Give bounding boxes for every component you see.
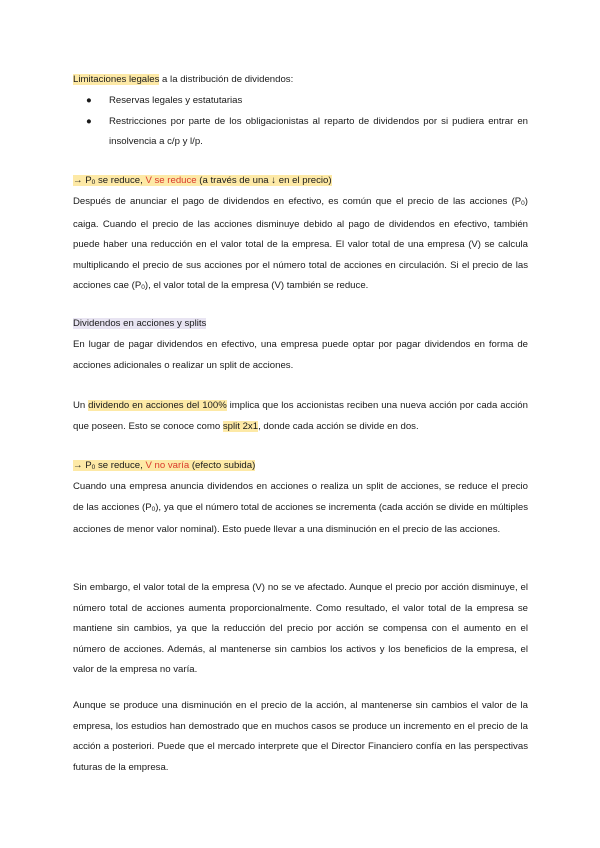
paragraph-firm-value: Sin embargo, el valor total de la empresa (V) no se ve afectado. Aunque el precio por acción disminuye, el número total de acciones aumenta proporcionalmente. Como resultado, el valor total de la empresa se mantiene sin cambios, ya que la reducción del precio por acción se compensa con el aumento en el número de acciones. Además, al mantenerse sin cambios los activos y los beneficios de la empresa, el valor de la empresa no varía. (73, 582, 528, 676)
heading-tail: (a través de una ↓ en el precio) (196, 175, 332, 186)
price-subscript: 0 (141, 284, 145, 292)
list-item (73, 112, 528, 153)
paragraph-split (73, 396, 528, 437)
heading-cash-dividend-effect (73, 171, 528, 194)
highlight-dividend-100: dividendo en acciones del 100% (88, 400, 227, 411)
list-item (73, 91, 528, 112)
legal-limits-text: a la distribución de dividendos: (159, 74, 294, 85)
price-subscript: 0 (151, 505, 156, 513)
legal-limits-intro (73, 70, 528, 91)
highlight-split: split 2x1 (222, 420, 259, 432)
text-run: Un (73, 400, 89, 411)
text-run: ) caiga. Cuando el precio de las acciones disminuye debido al pago de dividendos en efectivo, también puede haber una reducción en el valor total de la empresa. El valor total de una empresa (V) se calcula multiplicando el precio de sus acciones por el número total de acciones en circulación. Si el precio de las acciones cae (P (73, 196, 528, 292)
arrow-price: → P (73, 175, 92, 186)
text-run: ), el valor total de la empresa (V) también se reduce. (144, 280, 369, 292)
list-item-text: Reservas legales y estatutarias (109, 95, 243, 106)
legal-limits-label: Limitaciones legales (73, 74, 160, 85)
paragraph-stock-dividend-effect (73, 477, 528, 541)
legal-limits-list (73, 91, 528, 153)
bullet-icon: ● (86, 95, 92, 106)
heading-tail: (efecto subida) (189, 460, 256, 471)
text-run: ), ya que el número total de acciones se incrementa (cada acción se divide en múltiples acciones de menor valor nominal). Esto puede llevar a una disminución en el precio de las acciones. (73, 501, 528, 536)
paragraph-cash-dividend (73, 192, 528, 299)
bullet-icon: ● (86, 115, 92, 127)
heading-red-text: V no varía (145, 460, 190, 471)
section-title (73, 314, 528, 335)
heading-mid: se reduce, (95, 460, 146, 471)
paragraph-stock-dividend-intro: En lugar de pagar dividendos en efectivo, una empresa puede optar por pagar dividendos en forma de acciones adicionales o realizar un split de acciones. (73, 339, 528, 371)
text-run: Cuando una empresa anuncia dividendos en acciones o realiza un split de acciones, se reduce el precio de las acciones (P (73, 481, 528, 513)
price-subscript: 0 (91, 179, 96, 186)
list-item-text: Restricciones por parte de los obligacionistas al reparto de dividendos por si pudiera entrar en insolvencia a c/p y l/p. (109, 115, 528, 148)
section-title-text: Dividendos en acciones y splits (73, 318, 207, 329)
heading-mid: se reduce, (95, 175, 146, 186)
text-run: , donde cada acción se divide en dos. (258, 420, 419, 432)
heading-red-text: V se reduce (145, 175, 197, 186)
text-run: implica que los accionistas reciben una nueva acción por cada acción que poseen. Esto se conoce como (73, 400, 528, 432)
paragraph-market-signal: Aunque se produce una disminución en el precio de la acción, al mantenerse sin cambios el valor de la empresa, los estudios han demostrado que en muchos casos se produce un incremento en el precio de la acción a posteriori. Puede que el mercado interprete que el Director Financiero confía en las perspectivas futuras de la empresa. (73, 700, 528, 773)
arrow-price: → P (73, 460, 92, 471)
price-subscript: 0 (521, 200, 525, 207)
price-subscript: 0 (91, 464, 96, 471)
text-run: Después de anunciar el pago de dividendos en efectivo, es común que el precio de las acciones (P (73, 196, 522, 207)
heading-stock-dividend-effect (73, 456, 528, 479)
